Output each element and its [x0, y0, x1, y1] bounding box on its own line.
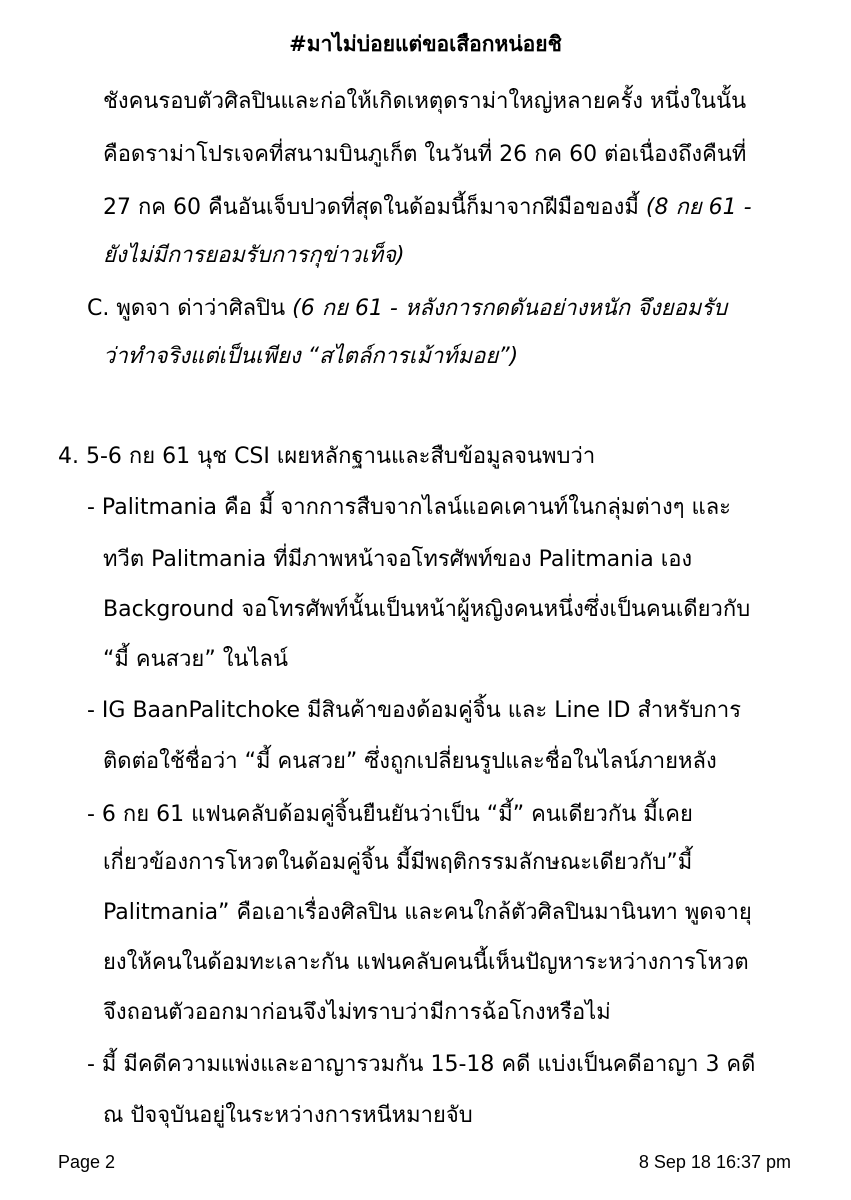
text-line: ยงให้คนในด้อมทะเลาะกัน แฟนคลับคนนี้เห็นปัญหาระหว่างการโหวต — [103, 950, 749, 975]
text-line: ชังคนรอบตัวศิลปินและก่อให้เกิดเหตุดราม่าใหญ่หลายครั้ง หนึ่งในนั้น — [103, 89, 747, 114]
list-item-c — [87, 294, 727, 324]
bullet-line: - Palitmania คือ มี้ จากการสืบจากไลน์แอคเคานท์ในกลุ่มต่างๆ และ — [87, 495, 731, 520]
text-line: Background จอโทรศัพท์นั้นเป็นหน้าผู้หญิงคนหนึ่งซึ่งเป็นคนเดียวกับ — [103, 597, 751, 622]
text-line: ติดต่อใช้ชื่อว่า “มี้ คนสวย” ซึ่งถูกเปลี่ยนรูปและชื่อในไลน์ภายหลัง — [103, 749, 717, 774]
text-line: จึงถอนตัวออกมาก่อนจึงไม่ทราบว่ามีการฉ้อโกงหรือไม่ — [103, 1000, 611, 1025]
text-line: คือดราม่าโปรเจคที่สนามบินภูเก็ต ในวันที่ 26 กค 60 ต่อเนื่องถึงคืนที่ — [103, 142, 747, 167]
text-line: ณ ปัจจุบันอยู่ในระหว่างการหนีหมายจับ — [103, 1103, 473, 1128]
text-line: Palitmania” คือเอาเรื่องศิลปิน และคนใกล้ตัวศิลปินมานินทา พูดจายุ — [103, 900, 752, 925]
text-segment: 27 กค 60 คืนอันเจ็บปวดที่สุดในด้อมนี้ก็มาจากฝีมือของมี้ — [103, 195, 646, 220]
italic-note: ว่าทำจริงแต่เป็นเพียง “สไตล์การเม้าท์มอย”) — [103, 344, 519, 369]
italic-note: (6 กย 61 - หลังการกดดันอย่างหนัก จึงยอมรับ — [292, 296, 728, 321]
text-line: “มี้ คนสวย” ในไลน์ — [103, 647, 289, 672]
page-header: #มาไม่บ่อยแต่ขอเสือกหน่อยชิ — [289, 32, 562, 56]
print-timestamp: 8 Sep 18 16:37 pm — [638, 1152, 791, 1172]
bullet-line: - มี้ มีคดีความแพ่งและอาญารวมกัน 15-18 คดี แบ่งเป็นคดีอาญา 3 คดี — [87, 1052, 756, 1077]
text-line — [103, 193, 752, 223]
italic-note: (8 กย 61 - — [645, 195, 752, 220]
text-line: เกี่ยวข้องการโหวตในด้อมคู่จิ้น มี้มีพฤติกรรมลักษณะเดียวกับ”มี้ — [103, 850, 693, 875]
list-item-heading: 4. 5-6 กย 61 นุช CSI เผยหลักฐานและสืบข้อมูลจนพบว่า — [58, 444, 596, 469]
bullet-line: - IG BaanPalitchoke มีสินค้าของด้อมคู่จิ้น และ Line ID สำหรับการ — [87, 698, 742, 723]
text-line: ทวีต Palitmania ที่มีภาพหน้าจอโทรศัพท์ของ Palitmania เอง — [103, 547, 693, 572]
text-segment: C. พูดจา ด่าว่าศิลปิน — [87, 296, 293, 321]
italic-note: ยังไม่มีการยอมรับการกุข่าวเท็จ) — [103, 243, 405, 268]
bullet-line: - 6 กย 61 แฟนคลับด้อมคู่จิ้นยืนยันว่าเป็น “มี้” คนเดียวกัน มี้เคย — [87, 802, 693, 827]
page-number: Page 2 — [58, 1152, 116, 1172]
